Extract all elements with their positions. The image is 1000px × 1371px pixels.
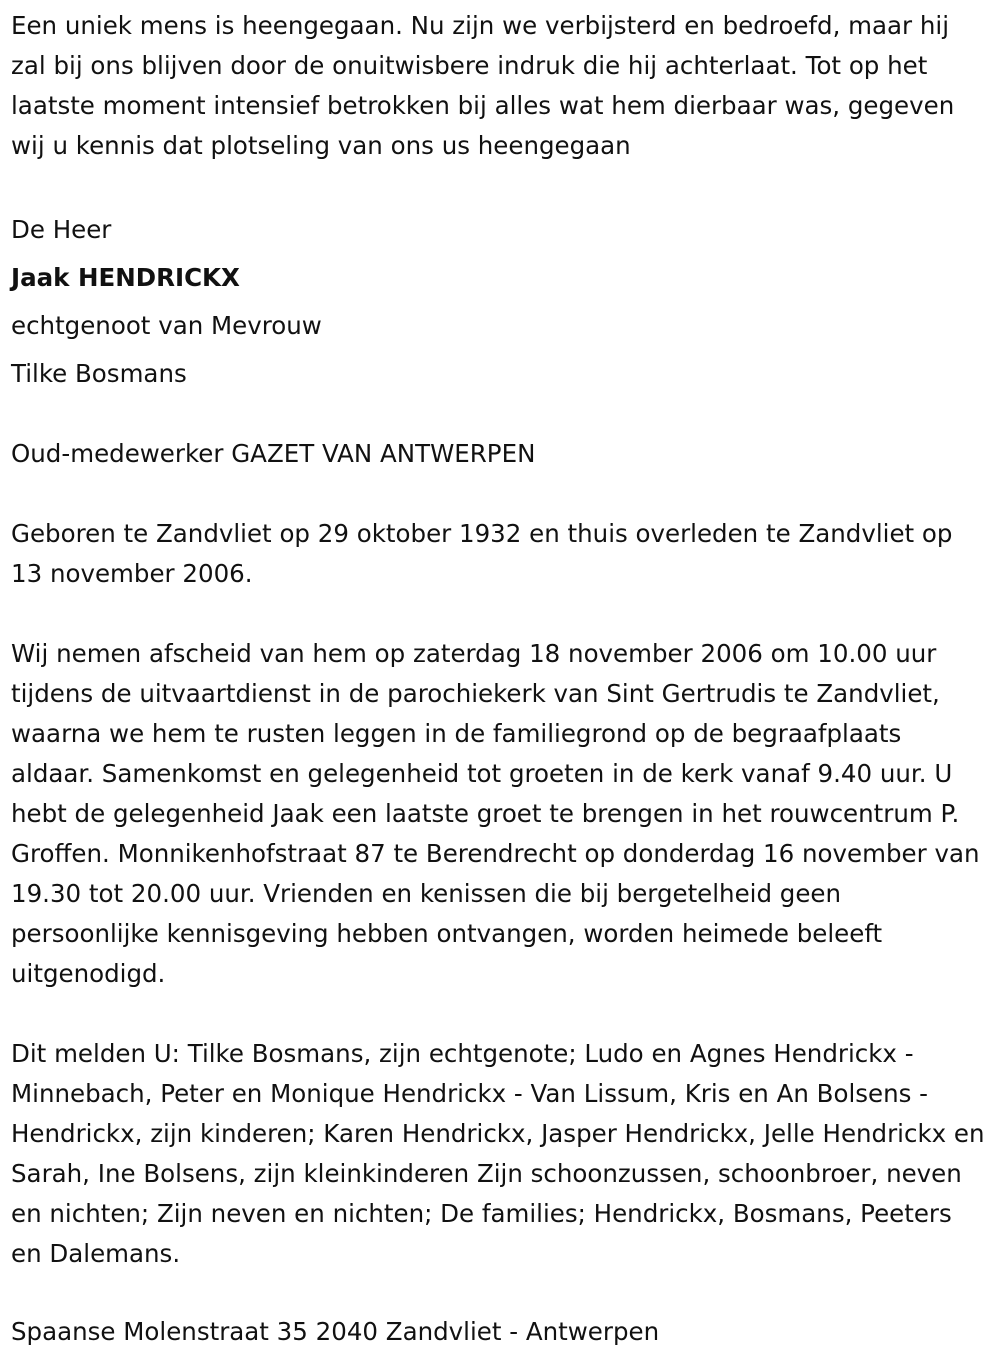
- intro-paragraph: Een uniek mens is heengegaan. Nu zijn we verbijsterd en bedroefd, maar hij zal bij ons blijven door de onuitwisbere indruk die hij achterlaat. Tot op het laatste moment intensief betrokken bij alles wat hem dierbaar was, gegeven wij u kennis dat plotseling van ons us heengegaan: [11, 11, 955, 160]
- spouse-name: Tilke Bosmans: [11, 359, 187, 388]
- occupation-line: Oud-medewerker GAZET VAN ANTWERPEN: [11, 439, 536, 468]
- birth-death-paragraph: Geboren te Zandvliet op 29 oktober 1932 en thuis overleden te Zandvliet op 13 november 2006.: [11, 519, 953, 588]
- honorific-title: De Heer: [11, 215, 112, 244]
- funeral-paragraph: Wij nemen afscheid van hem op zaterdag 18 november 2006 om 10.00 uur tijdens de uitvaartdienst in de parochiekerk van Sint Gertrudis te Zandvliet, waarna we hem te rusten leggen in de familiegrond op de begraafplaats aldaar. Samenkomst en gelegenheid tot groeten in de kerk vanaf 9.40 uur. U hebt de gelegenheid Jaak een laatste groet te brengen in het rouwcentrum P. Groffen. Monnikenhofstraat 87 te Berendrecht op donderdag 16 november van 19.30 tot 20.00 uur. Vrienden en kenissen die bij bergetelheid geen persoonlijke kennisgeving hebben ontvangen, worden heimede beleeft uitgenodigd.: [11, 639, 980, 988]
- obituary-document: [0, 6, 1000, 1371]
- announcers-paragraph: Dit melden U: Tilke Bosmans, zijn echtgenote; Ludo en Agnes Hendrickx - Minnebach, Peter en Monique Hendrickx - Van Lissum, Kris en An Bolsens - Hendrickx, zijn kinderen; Karen Hendrickx, Jasper Hendrickx, Jelle Hendrickx en Sarah, Ine Bolsens, zijn kleinkinderen Zijn schoonzussen, schoonbroer, neven en nichten; Zijn neven en nichten; De families; Hendrickx, Bosmans, Peeters en Dalemans.: [11, 1039, 985, 1268]
- name-block: [11, 206, 990, 398]
- address-line: Spaanse Molenstraat 35 2040 Zandvliet - Antwerpen: [11, 1317, 660, 1346]
- deceased-name: Jaak HENDRICKX: [11, 263, 240, 292]
- spouse-relation: echtgenoot van Mevrouw: [11, 311, 322, 340]
